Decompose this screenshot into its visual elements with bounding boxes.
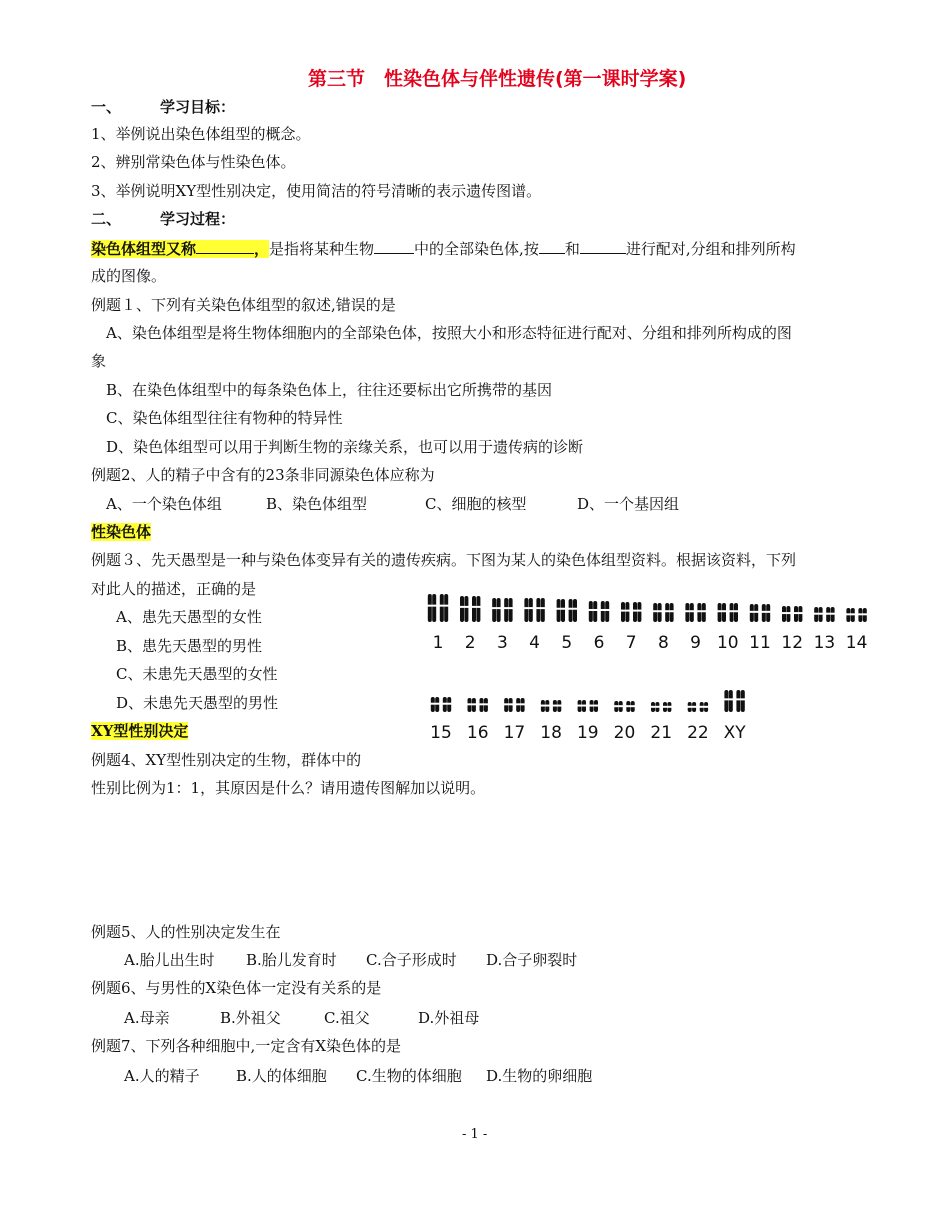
question-6-option-c: C.祖父 bbox=[324, 1009, 370, 1027]
chromatid bbox=[428, 594, 432, 622]
centromere bbox=[515, 703, 525, 705]
centromere bbox=[427, 605, 437, 607]
chromosome-pair bbox=[687, 702, 709, 712]
question-7-stem: 例题7、下列各种细胞中,一定含有X染色体的是 bbox=[91, 1037, 401, 1055]
centromere bbox=[600, 609, 610, 611]
karyotype-figure bbox=[425, 590, 885, 750]
page-title: 第三节 性染色体与伴性遗传(第一课时学案) bbox=[308, 68, 687, 90]
question-6-option-a: A.母亲 bbox=[124, 1009, 170, 1027]
centromere bbox=[717, 610, 727, 612]
question-2-option-a: A、一个染色体组 bbox=[106, 495, 222, 513]
question-2-option-c: C、细胞的核型 bbox=[425, 495, 527, 513]
question-1-option-b: B、在染色体组型中的每条染色体上，往往还要标出它所携带的基因 bbox=[106, 381, 553, 399]
question-5-option-c: C.合子形成时 bbox=[366, 951, 457, 969]
chromosome-pair bbox=[717, 603, 739, 622]
centromere bbox=[479, 703, 489, 705]
centromere bbox=[662, 706, 672, 708]
chromatid bbox=[637, 602, 641, 622]
chromatid bbox=[593, 601, 597, 622]
karyotype-label: 21 bbox=[650, 723, 673, 743]
chromatid bbox=[722, 603, 726, 622]
centromere bbox=[781, 612, 791, 614]
karyotype-label: 10 bbox=[716, 633, 739, 653]
chromosome-pair bbox=[503, 698, 525, 712]
question-3-option-c: C、未患先天愚型的女性 bbox=[116, 665, 278, 683]
question-7-option-c: C.生物的体细胞 bbox=[356, 1067, 462, 1085]
centromere bbox=[825, 613, 835, 615]
karyotype-label: 12 bbox=[781, 633, 804, 653]
chromatid bbox=[665, 603, 669, 622]
centromere bbox=[503, 607, 513, 609]
centromere bbox=[845, 613, 855, 615]
chromatid bbox=[697, 603, 701, 622]
karyotype-label: 7 bbox=[625, 633, 637, 653]
chromosome-pair bbox=[613, 701, 635, 712]
question-5-stem: 例题5、人的性别决定发生在 bbox=[91, 923, 281, 941]
chromatid bbox=[741, 690, 745, 712]
fill-blank[interactable] bbox=[539, 238, 565, 254]
question-1-option-d: D、染色体组型可以用于判断生物的亲缘关系，也可以用于遗传病的诊断 bbox=[106, 438, 584, 456]
centromere bbox=[625, 705, 635, 707]
chromatid bbox=[670, 603, 674, 622]
chromatid bbox=[509, 598, 513, 622]
chromosome-pair bbox=[813, 607, 835, 622]
question-3-option-a: A、患先天愚型的女性 bbox=[116, 608, 262, 626]
centromere bbox=[535, 607, 545, 609]
question-1-option-c: C、染色体组型往往有物种的特异性 bbox=[106, 409, 343, 427]
karyotype-label: 15 bbox=[430, 723, 452, 743]
question-6-option-b: B.外祖父 bbox=[220, 1009, 281, 1027]
heading-xy-sex-determination: XY型性别决定 bbox=[91, 722, 189, 740]
question-4-stem-cont: 性别比例为1：1，其原因是什么？请用遗传图解加以说明。 bbox=[91, 779, 486, 797]
karyotype-label: 19 bbox=[576, 723, 599, 743]
chromatid bbox=[762, 604, 766, 622]
question-1-stem: 例题１、下列有关染色体组型的叙述,错误的是 bbox=[91, 296, 396, 314]
section-title-process: 学习过程： bbox=[160, 210, 236, 228]
chromatid bbox=[561, 599, 565, 622]
centromere bbox=[577, 705, 587, 707]
karyotype-row-2 bbox=[430, 690, 746, 743]
karyotype-definition: 染色体组型又称 ，是指将某种生物 中的全部染色体,按 和 进行配对,分组和排列所构 bbox=[91, 240, 796, 258]
chromatid bbox=[589, 601, 593, 622]
goal-item: 1、举例说出染色体组型的概念。 bbox=[91, 125, 311, 143]
centromere bbox=[503, 703, 513, 705]
karyotype-label: 13 bbox=[813, 633, 836, 653]
centromere bbox=[684, 610, 694, 612]
chromatid bbox=[557, 599, 561, 622]
karyotype-label: 1 bbox=[432, 633, 444, 653]
karyotype-label: 5 bbox=[561, 633, 573, 653]
chromatid bbox=[524, 598, 528, 622]
centromere bbox=[589, 705, 599, 707]
centromere bbox=[471, 606, 481, 608]
chromosome-pair bbox=[427, 594, 449, 622]
chromosome-pair bbox=[620, 602, 642, 622]
goal-item: 2、辨别常染色体与性染色体。 bbox=[91, 153, 296, 171]
heading-sex-chromosome: 性染色体 bbox=[91, 523, 152, 541]
section-number-1: 一、 bbox=[91, 98, 122, 116]
chromatid bbox=[754, 604, 758, 622]
centromere bbox=[793, 612, 803, 614]
chromosome-pair bbox=[523, 598, 545, 622]
centromere bbox=[664, 610, 674, 612]
chromosome-pair bbox=[749, 604, 771, 622]
chromosome-pair bbox=[652, 603, 674, 622]
question-3-option-d: D、未患先天愚型的男性 bbox=[116, 694, 279, 712]
centromere bbox=[749, 611, 759, 613]
chromatid bbox=[658, 603, 662, 622]
chromatid bbox=[476, 596, 480, 622]
chromatid bbox=[736, 690, 740, 712]
chromatid bbox=[724, 690, 728, 712]
centromere bbox=[735, 698, 745, 700]
question-6-option-d: D.外祖母 bbox=[418, 1009, 480, 1027]
centromere bbox=[540, 705, 550, 707]
question-2-option-d: D、一个基因组 bbox=[577, 495, 680, 513]
chromosome-pair bbox=[588, 601, 610, 622]
chromatid bbox=[440, 594, 444, 622]
chromatid bbox=[734, 603, 738, 622]
chromosome-pair bbox=[459, 596, 481, 622]
karyotype-label: 3 bbox=[496, 633, 508, 653]
karyotype-label: 22 bbox=[687, 723, 709, 743]
highlight-term: 染色体组型又称 ， bbox=[91, 240, 270, 258]
chromatid bbox=[653, 603, 657, 622]
centromere bbox=[459, 606, 469, 608]
centromere bbox=[556, 608, 566, 610]
karyotype-label: 11 bbox=[749, 633, 771, 653]
chromosome-pair bbox=[723, 690, 745, 712]
karyotype-label: 20 bbox=[613, 723, 636, 743]
centromere bbox=[439, 605, 449, 607]
question-3-stem-cont: 对此人的描述，正确的是 bbox=[91, 580, 257, 598]
chromatid bbox=[529, 598, 533, 622]
karyotype-label: 18 bbox=[540, 723, 562, 743]
chromatid bbox=[444, 594, 448, 622]
question-3-stem: 例题３、先天愚型是一种与染色体变异有关的遗传疾病。下图为某人的染色体组型资料。根据该资料，下列 bbox=[91, 551, 797, 569]
question-1-option-a: A、染色体组型是将生物体细胞内的全部染色体，按照大小和形态特征进行配对、分组和排列所构成的图 bbox=[106, 324, 792, 342]
page-number: - 1 - bbox=[462, 1127, 488, 1142]
question-7-option-a: A.人的精子 bbox=[124, 1067, 200, 1085]
centromere bbox=[620, 610, 630, 612]
centromere bbox=[813, 613, 823, 615]
question-2-option-b: B、染色体组型 bbox=[266, 495, 368, 513]
centromere bbox=[761, 611, 771, 613]
chromatid bbox=[432, 594, 436, 622]
chromatid bbox=[730, 603, 734, 622]
chromosome-pair bbox=[684, 603, 706, 622]
chromosome-pair bbox=[781, 606, 803, 622]
chromatid bbox=[633, 602, 637, 622]
chromatid bbox=[569, 599, 573, 622]
chromosome-pair bbox=[556, 599, 578, 622]
chromosome-pair bbox=[845, 608, 867, 622]
centromere bbox=[523, 607, 533, 609]
centromere bbox=[568, 608, 578, 610]
fill-blank[interactable] bbox=[196, 238, 254, 254]
question-4-stem: 例题4、XY型性别决定的生物，群体中的 bbox=[91, 751, 362, 769]
centromere bbox=[652, 610, 662, 612]
centromere bbox=[467, 703, 477, 705]
centromere bbox=[552, 705, 562, 707]
chromatid bbox=[685, 603, 689, 622]
karyotype-label: 4 bbox=[529, 633, 541, 653]
karyotype-label: XY bbox=[723, 723, 746, 743]
question-1-option-a-cont: 象 bbox=[91, 352, 107, 370]
karyotype-label: 2 bbox=[464, 633, 476, 653]
centromere bbox=[650, 706, 660, 708]
karyotype-label: 9 bbox=[690, 633, 702, 653]
chromatid bbox=[729, 690, 733, 712]
fill-blank[interactable] bbox=[580, 238, 626, 254]
chromatid bbox=[573, 599, 577, 622]
chromatid bbox=[492, 598, 496, 622]
chromatid bbox=[766, 604, 770, 622]
chromatid bbox=[601, 601, 605, 622]
centromere bbox=[857, 613, 867, 615]
centromere bbox=[613, 705, 623, 707]
karyotype-definition-cont: 成的图像。 bbox=[91, 267, 167, 285]
chromatid bbox=[504, 598, 508, 622]
karyotype-label: 14 bbox=[845, 633, 868, 653]
chromatid bbox=[621, 602, 625, 622]
question-6-stem: 例题6、与男性的X染色体一定没有关系的是 bbox=[91, 979, 382, 997]
centromere bbox=[632, 610, 642, 612]
centromere bbox=[729, 610, 739, 612]
goal-item: 3、举例说明XY型性别决定，使用简洁的符号清晰的表示遗传图谱。 bbox=[91, 182, 542, 200]
karyotype-label: 8 bbox=[657, 633, 669, 653]
chromosome-pair bbox=[430, 697, 452, 712]
chromatid bbox=[460, 596, 464, 622]
karyotype-label: 17 bbox=[503, 723, 526, 743]
chromatid bbox=[750, 604, 754, 622]
chromatid bbox=[718, 603, 722, 622]
question-5-option-a: A.胎儿出生时 bbox=[124, 951, 215, 969]
centromere bbox=[696, 610, 706, 612]
chromatid bbox=[605, 601, 609, 622]
karyotype-label: 6 bbox=[593, 633, 605, 653]
centromere bbox=[699, 706, 709, 708]
section-title-goals: 学习目标： bbox=[160, 98, 236, 116]
section-number-2: 二、 bbox=[91, 210, 122, 228]
question-5-option-b: B.胎儿发育时 bbox=[246, 951, 337, 969]
chromatid bbox=[690, 603, 694, 622]
centromere bbox=[430, 703, 440, 705]
centromere bbox=[491, 607, 501, 609]
chromatid bbox=[541, 598, 545, 622]
chromosome-pair bbox=[467, 698, 489, 712]
question-2-stem: 例题2、人的精子中含有的23条非同源染色体应称为 bbox=[91, 466, 435, 484]
question-7-option-b: B.人的体细胞 bbox=[236, 1067, 327, 1085]
centromere bbox=[588, 609, 598, 611]
chromatid bbox=[625, 602, 629, 622]
question-5-option-d: D.合子卵裂时 bbox=[486, 951, 578, 969]
chromosome-pair bbox=[577, 700, 599, 712]
chromatid bbox=[464, 596, 468, 622]
question-3-option-b: B、患先天愚型的男性 bbox=[116, 637, 263, 655]
chromatid bbox=[702, 603, 706, 622]
chromosome-pair bbox=[491, 598, 513, 622]
question-7-option-d: D.生物的卵细胞 bbox=[486, 1067, 593, 1085]
centromere bbox=[687, 706, 697, 708]
centromere bbox=[442, 703, 452, 705]
chromosome-pair bbox=[650, 702, 672, 712]
fill-blank[interactable] bbox=[374, 238, 414, 254]
chromatid bbox=[472, 596, 476, 622]
chromosome-pair bbox=[540, 700, 562, 712]
karyotype-row-1 bbox=[427, 594, 868, 653]
centromere bbox=[723, 698, 733, 700]
karyotype-label: 16 bbox=[466, 723, 489, 743]
chromatid bbox=[497, 598, 501, 622]
chromatid bbox=[536, 598, 540, 622]
